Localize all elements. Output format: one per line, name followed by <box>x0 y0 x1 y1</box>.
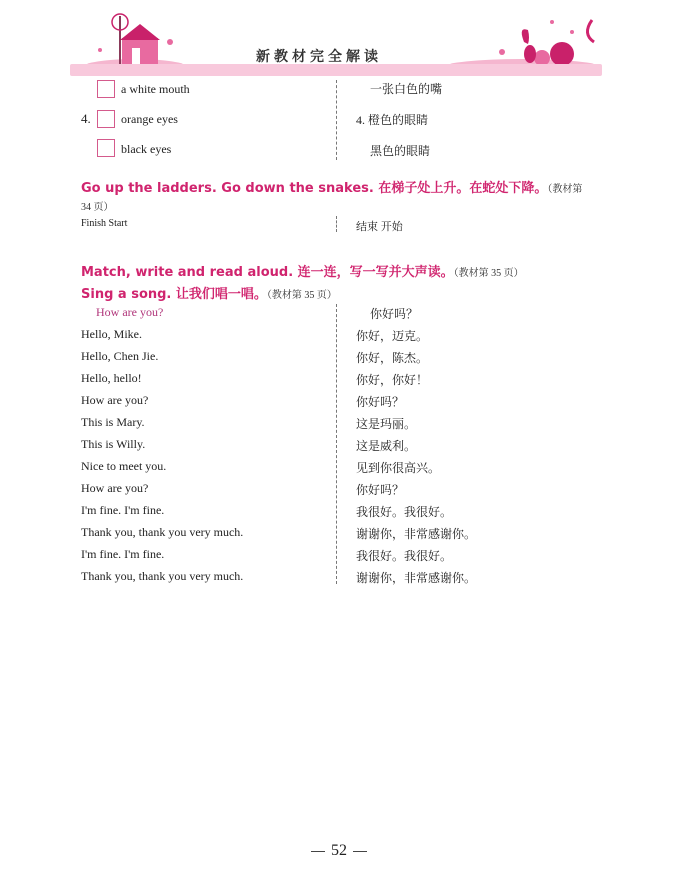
lyric-cn: 谢谢你，非常感谢你。 <box>356 527 477 541</box>
column-divider <box>336 216 337 232</box>
lyric-cn: 这是玛丽。 <box>356 417 417 431</box>
section-title-text: Match, write and read aloud. 连一连，写一写并大声读。 <box>81 265 454 280</box>
lyric-en: This is Mary. <box>81 415 145 429</box>
textbook-ref: 34 页） <box>81 202 114 213</box>
lyric-cn: 这是威利。 <box>356 439 417 453</box>
page-header <box>70 12 602 78</box>
section-heading <box>81 283 337 302</box>
lyric-cn: 你好，陈杰。 <box>356 351 429 365</box>
column-divider-top <box>336 80 337 160</box>
lyric-cn: 见到你很高兴。 <box>356 461 441 475</box>
lyric-en: How are you? <box>81 481 149 495</box>
lyric-cn: 你好，迈克。 <box>356 329 429 343</box>
lyric-en: I'm fine. I'm fine. <box>81 503 165 517</box>
phrase-en: Finish Start <box>81 218 128 229</box>
lyric-en: Hello, Mike. <box>81 327 142 341</box>
textbook-ref: （教材第 35 页） <box>266 290 337 301</box>
lyric-en: Hello, hello! <box>81 371 142 385</box>
page-number: 52 <box>331 842 347 859</box>
lyric-en: How are you? <box>81 393 149 407</box>
answer-box[interactable] <box>97 80 115 98</box>
section-heading <box>81 177 582 196</box>
lyric-en: Thank you, thank you very much. <box>81 569 244 583</box>
phrase-cn: 黑色的眼睛 <box>370 144 431 158</box>
footer-dash <box>353 851 367 852</box>
lyric-cn: 你好吗？ <box>356 483 405 497</box>
lyric-cn: 我很好。我很好。 <box>356 505 453 519</box>
section-title-text: Go up the ladders. Go down the snakes. 在梯子处上升。在蛇处下降。 <box>81 181 548 196</box>
song-title-cn: 你好吗？ <box>370 307 419 321</box>
lyric-cn: 你好，你好！ <box>356 373 429 387</box>
lyric-cn: 你好吗？ <box>356 395 405 409</box>
textbook-ref: （教材第 <box>547 184 583 195</box>
lyric-en: I'm fine. I'm fine. <box>81 547 165 561</box>
phrase-cn: 4. 橙色的眼睛 <box>356 113 429 127</box>
header-title: 新教材完全解读 <box>256 49 382 65</box>
item-number: 4. <box>81 111 91 126</box>
textbook-ref: （教材第 35 页） <box>453 268 524 279</box>
footer-dash <box>311 851 325 852</box>
phrase-en: black eyes <box>121 142 172 156</box>
phrase-cn: 一张白色的嘴 <box>370 82 443 96</box>
lyric-en: This is Willy. <box>81 437 146 451</box>
page-footer <box>305 842 373 860</box>
section-title-text: Sing a song. 让我们唱一唱。 <box>81 287 267 302</box>
answer-box[interactable] <box>97 139 115 157</box>
phrase-en: orange eyes <box>121 112 178 126</box>
lyric-en: Hello, Chen Jie. <box>81 349 159 363</box>
song-title-en: How are you? <box>96 305 164 319</box>
lyric-en: Thank you, thank you very much. <box>81 525 244 539</box>
answer-box[interactable] <box>97 110 115 128</box>
lyric-en: Nice to meet you. <box>81 459 167 473</box>
column-divider-song <box>336 304 337 584</box>
lyric-cn: 我很好。我很好。 <box>356 549 453 563</box>
section-heading <box>81 261 524 280</box>
phrase-cn: 结束 开始 <box>356 221 403 233</box>
lyric-cn: 谢谢你，非常感谢你。 <box>356 571 477 585</box>
phrase-en: a white mouth <box>121 82 190 96</box>
